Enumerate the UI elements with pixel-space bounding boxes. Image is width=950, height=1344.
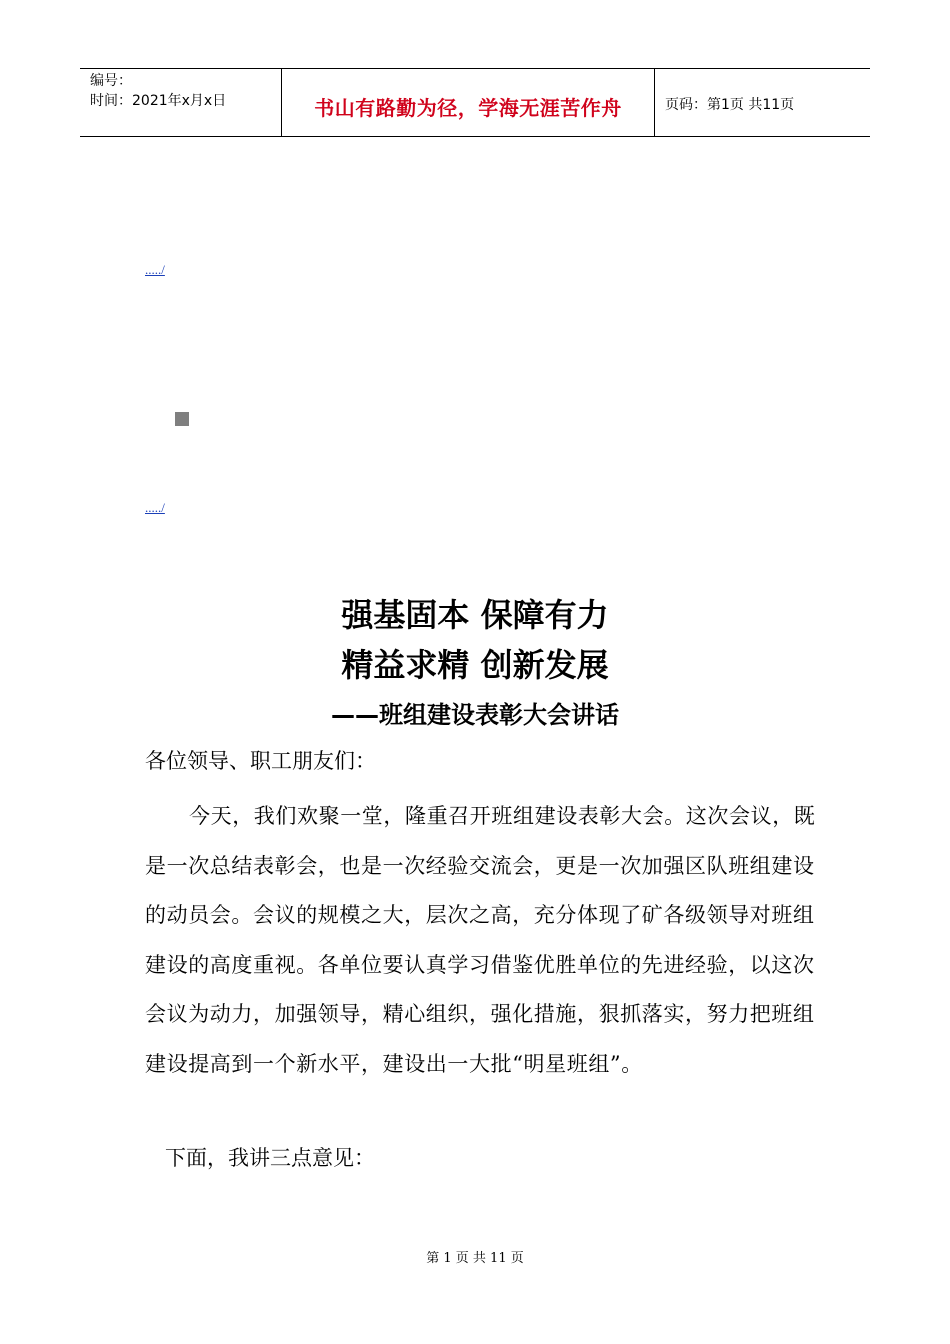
document-link-bottom[interactable]: ...../	[145, 500, 165, 515]
time-label: 时间：2021年x月x日	[90, 93, 227, 109]
header-meta	[90, 71, 275, 111]
paragraph-intro: 今天，我们欢聚一堂，隆重召开班组建设表彰大会。这次会议，既是一次总结表彰会，也是一次经验交流会，更是一次加强区队班组建设的动员会。会议的规模之大，层次之高，充分体现了矿各级领导对班组建设的高度重视。各单位要认真学习借鉴优胜单位的先进经验，以这次会议为动力，加强领导，精心组织，强化措施，狠抓落实，努力把班组建设提高到一个新水平，建设出一大批“明星班组”。	[145, 804, 816, 1076]
greeting: 各位领导、职工朋友们：	[145, 749, 376, 773]
subtitle: ——班组建设表彰大会讲话	[331, 701, 619, 729]
title-line-2: 精益求精 创新发展	[341, 646, 609, 684]
header-bottom-border	[80, 136, 870, 137]
header-divider-right	[654, 68, 655, 136]
title-line-1: 强基固本 保障有力	[341, 596, 609, 634]
page-footer: 第 1 页 共 11 页	[426, 1251, 524, 1266]
header-motto: 书山有路勤为径，学海无涯苦作舟	[314, 96, 622, 120]
header-page-info: 页码：第1页 共11页	[665, 97, 795, 113]
serial-label: 编号：	[90, 73, 132, 89]
image-placeholder-icon	[175, 412, 189, 426]
paragraph-three-points: 下面，我讲三点意见：	[165, 1146, 375, 1170]
header-top-border	[80, 68, 870, 69]
document-link-top[interactable]: ...../	[145, 262, 165, 277]
